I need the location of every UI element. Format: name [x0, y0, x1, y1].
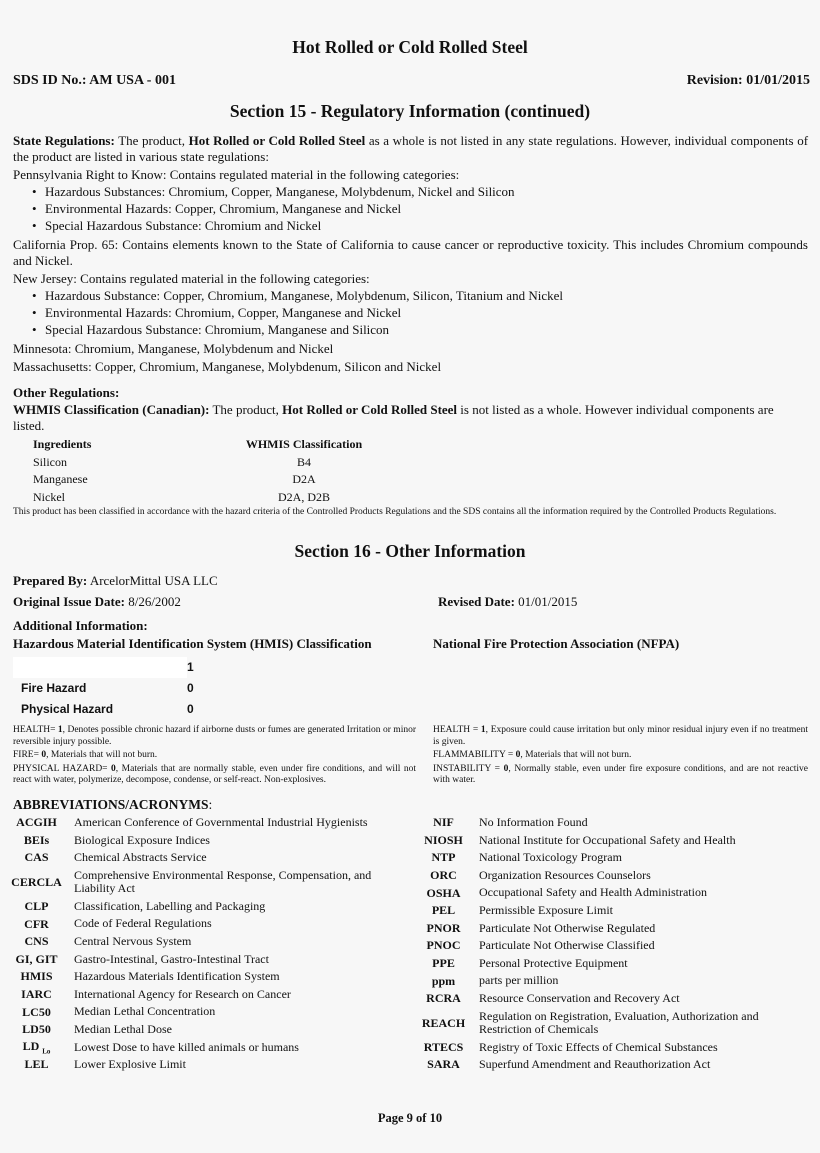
hmis-heading: Hazardous Material Identification System (HMIS) Classification: [13, 636, 372, 651]
abbreviation-definition: National Institute for Occupational Safety and Health: [479, 832, 736, 847]
abbreviation-definition: Biological Exposure Indices: [74, 832, 210, 847]
table-row: [33, 471, 366, 489]
section-16-title: Section 16 - Other Information: [294, 541, 526, 561]
abbreviation-definition: Superfund Amendment and Reauthorization Act: [479, 1057, 711, 1072]
hmis-value: 0: [187, 681, 194, 695]
table-cell: D2A: [292, 472, 316, 486]
abbreviation-row: [9, 915, 399, 933]
hmis-value: 0: [187, 702, 194, 716]
whmis-text-2: is not listed as a whole. However individual components are listed.: [13, 402, 774, 433]
prepared-by: [13, 573, 218, 589]
abbreviation-definition: Regulation on Registration, Evaluation, Authorization and Restriction of Chemicals: [479, 1008, 759, 1037]
whmis-table-header: [33, 436, 366, 454]
table-cell: B4: [296, 454, 311, 469]
original-issue-value: 8/26/2002: [128, 594, 181, 609]
new-jersey-list: [13, 287, 563, 339]
abbreviation-term: NTP: [431, 850, 456, 865]
revision-label: Revision:: [686, 73, 743, 88]
abbreviation-definition: American Conference of Governmental Industrial Hygienists: [74, 815, 368, 830]
abbreviation-row: [418, 1056, 810, 1074]
abbreviation-term: CFR: [24, 916, 49, 931]
abbreviation-definition: Personal Protective Equipment: [479, 955, 628, 970]
table-cell: Manganese: [33, 472, 88, 486]
abbreviation-definition: Central Nervous System: [74, 934, 192, 949]
hmis-row-health: [13, 657, 207, 678]
nfpa-note-health: HEALTH = 1, Exposure could cause irritation but only minor residual injury even if no treatment is given.: [433, 725, 808, 747]
original-issue-label: Original Issue Date:: [13, 594, 125, 609]
abbreviation-term: NIF: [433, 815, 454, 830]
abbreviation-term: BEIs: [23, 832, 50, 847]
abbreviation-row: [9, 951, 399, 969]
abbreviation-term: SARA: [427, 1057, 460, 1072]
abbreviation-term: RTECS: [423, 1039, 464, 1054]
abbreviation-row: [9, 1021, 399, 1039]
section-15-title: Section 15 - Regulatory Information (continued): [229, 101, 591, 121]
page-number: Page 9 of 10: [377, 1111, 443, 1125]
whmis-col-ingredients: Ingredients: [33, 437, 92, 451]
hmis-label: Physical Hazard: [13, 699, 187, 720]
abbreviation-row: [418, 990, 810, 1008]
abbreviation-definition: No Information Found: [479, 815, 588, 830]
abbreviation-term: PNOC: [426, 938, 461, 953]
abbreviation-term: LD $_{Lo}$: [22, 1039, 51, 1056]
new-jersey-intro: New Jersey: Contains regulated material in the following categories:: [13, 271, 370, 286]
abbreviation-row: [418, 884, 810, 902]
abbreviation-definition: Particulate Not Otherwise Classified: [479, 938, 655, 953]
abbreviation-definition: Resource Conservation and Recovery Act: [479, 990, 680, 1005]
massachusetts: Massachusetts: Copper, Chromium, Manganese, Molybdenum, Silicon and Nickel: [13, 359, 442, 374]
document-title: Hot Rolled or Cold Rolled Steel: [292, 37, 528, 57]
abbreviation-row: [9, 986, 399, 1004]
nfpa-note-instability: INSTABILITY = 0, Normally stable, even under fire exposure conditions, and are not reactive with water.: [433, 763, 808, 785]
sds-id: [13, 73, 176, 89]
abbreviation-row: [418, 1039, 810, 1057]
abbreviation-row: [418, 920, 810, 938]
sds-id-label: SDS ID No.:: [13, 73, 87, 88]
abbreviation-definition: Chemical Abstracts Service: [74, 850, 207, 865]
abbreviation-definition: Particulate Not Otherwise Regulated: [479, 920, 656, 935]
california-prop-65: California Prop. 65: Contains elements known to the State of California to cause cancer or reproductive toxicity. This includes Chromium compounds and Nickel.: [13, 237, 808, 268]
abbreviation-definition: Lowest Dose to have killed animals or humans: [74, 1039, 299, 1054]
list-item: • Environmental Hazards: Chromium, Copper, Manganese and Nickel: [13, 304, 563, 321]
abbreviations-heading: ABBREVIATIONS/ACRONYMS:: [13, 797, 213, 812]
revision-value: 01/01/2015: [746, 73, 810, 88]
state-regulations-paragraph: [13, 133, 808, 165]
hmis-note-health: HEALTH= 1, Denotes possible chronic hazard if airborne dusts or fumes are generated Irritation or minor reversible injury possible.: [13, 725, 416, 747]
abbreviation-term: PNOR: [426, 920, 461, 935]
abbreviation-row: [9, 1039, 399, 1057]
abbreviation-row: [418, 814, 810, 832]
abbreviation-row: [418, 972, 810, 990]
list-item: • Special Hazardous Substance: Chromium and Nickel: [13, 217, 515, 234]
abbreviation-term: CNS: [24, 934, 49, 949]
abbreviation-term: REACH: [421, 1015, 466, 1030]
abbreviation-row: [9, 867, 399, 898]
hmis-note-fire: FIRE= 0, Materials that will not burn.: [13, 750, 158, 760]
hmis-note-physical: PHYSICAL HAZARD= 0, Materials that are normally stable, even under fire conditions, and will not react with water, polymerize, decompose, condense, or self-react. Non-explosives.: [13, 763, 416, 785]
abbreviation-row: [9, 1056, 399, 1074]
table-cell: D2A, D2B: [277, 489, 330, 504]
abbreviation-definition: Classification, Labelling and Packaging: [74, 898, 266, 913]
abbreviation-row: [418, 902, 810, 920]
whmis-text-1: The product,: [212, 402, 279, 417]
additional-information-label: Additional Information:: [13, 618, 148, 633]
abbreviation-row: [9, 968, 399, 986]
hmis-notes: [13, 725, 416, 787]
abbreviation-row: [9, 933, 399, 951]
revised-date-value: 01/01/2015: [518, 594, 578, 609]
abbreviation-definition: Gastro-Intestinal, Gastro-Intestinal Tract: [74, 951, 269, 966]
abbreviation-term: LD50: [22, 1022, 51, 1037]
abbreviation-row: [418, 867, 810, 885]
abbreviation-row: [418, 937, 810, 955]
nfpa-heading: National Fire Protection Association (NFPA): [433, 636, 680, 651]
abbreviation-term: LC50: [22, 1004, 51, 1019]
nfpa-note-flammability: FLAMMABILITY = 0, Materials that will not burn.: [433, 750, 632, 760]
abbreviations-table-right: [418, 814, 810, 1074]
abbreviation-row: [9, 849, 399, 867]
abbreviation-term: NIOSH: [424, 832, 463, 847]
other-regulations-label: Other Regulations:: [13, 385, 120, 400]
table-row: [33, 454, 366, 472]
abbreviation-term: OSHA: [426, 885, 461, 900]
whmis-product-name: Hot Rolled or Cold Rolled Steel: [282, 402, 458, 417]
abbreviation-row: [9, 898, 399, 916]
list-item: • Environmental Hazards: Copper, Chromium, Manganese and Nickel: [13, 200, 515, 217]
abbreviation-definition: Median Lethal Dose: [74, 1021, 172, 1036]
table-cell: Silicon: [33, 454, 68, 469]
abbreviation-definition: Organization Resources Counselors: [479, 867, 651, 882]
revised-date-label: Revised Date:: [438, 594, 515, 609]
abbreviation-term: IARC: [21, 987, 52, 1002]
abbreviation-term: HMIS: [20, 969, 53, 984]
list-item: • Hazardous Substances: Chromium, Copper, Manganese, Molybdenum, Nickel and Silicon: [13, 183, 515, 200]
abbreviation-row: [418, 832, 810, 850]
revision: [687, 73, 810, 89]
abbreviation-definition: Lower Explosive Limit: [74, 1057, 186, 1072]
abbreviation-term: LEL: [24, 1057, 49, 1072]
prepared-by-value: ArcelorMittal USA LLC: [89, 573, 218, 588]
original-issue-date: [13, 594, 181, 610]
abbreviation-row: [9, 1003, 399, 1021]
hmis-value: 1: [187, 660, 194, 674]
controlled-products-note: This product has been classified in accordance with the hazard criteria of the Controlled Products Regulations and the SDS contains all the information required by the Controlled Products Regulations.: [13, 507, 777, 517]
abbreviation-row: [418, 1008, 810, 1039]
whmis-paragraph: [13, 402, 808, 434]
pennsylvania-list: [13, 183, 515, 235]
abbreviation-term: ORC: [430, 868, 457, 883]
list-item: • Hazardous Substance: Copper, Chromium, Manganese, Molybdenum, Silicon, Titanium and Nickel: [13, 287, 563, 304]
whmis-col-classification: WHMIS Classification: [245, 437, 363, 451]
pennsylvania-intro: Pennsylvania Right to Know: Contains regulated material in the following categories:: [13, 167, 460, 182]
abbreviation-term: GI, GIT: [15, 951, 58, 966]
minnesota: Minnesota: Chromium, Manganese, Molybdenum and Nickel: [13, 341, 334, 356]
hmis-row-physical: [13, 699, 207, 720]
nfpa-notes: [433, 725, 808, 787]
abbreviation-row: [418, 849, 810, 867]
prepared-by-label: Prepared By:: [13, 573, 88, 588]
abbreviation-definition: Registry of Toxic Effects of Chemical Substances: [479, 1039, 718, 1054]
abbreviation-term: RCRA: [426, 991, 461, 1006]
abbreviation-term: CAS: [24, 850, 49, 865]
abbreviation-definition: International Agency for Research on Cancer: [74, 986, 291, 1001]
abbreviation-row: [9, 814, 399, 832]
abbreviation-term: ACGIH: [16, 815, 57, 830]
product-name: Hot Rolled or Cold Rolled Steel: [188, 133, 366, 148]
abbreviation-definition: Median Lethal Concentration: [74, 1004, 216, 1019]
abbreviation-definition: Hazardous Materials Identification System: [74, 969, 280, 984]
abbreviation-definition: parts per million: [479, 973, 559, 988]
whmis-label: WHMIS Classification (Canadian):: [13, 402, 210, 417]
whmis-table: [33, 436, 366, 506]
revised-date: [438, 594, 577, 610]
list-item: • Special Hazardous Substance: Chromium, Manganese and Silicon: [13, 321, 563, 338]
abbreviations-table-left: [9, 814, 399, 1074]
hmis-label: Fire Hazard: [13, 678, 187, 699]
state-regulations-label: State Regulations:: [13, 133, 115, 148]
abbreviation-term: ppm: [431, 973, 456, 988]
state-regulations-text-1: The product,: [118, 133, 185, 148]
abbreviation-term: PPE: [432, 956, 455, 971]
abbreviation-row: [418, 955, 810, 973]
hmis-row-fire: [13, 678, 207, 699]
table-row: [33, 489, 366, 507]
abbreviation-definition: Permissible Exposure Limit: [479, 903, 613, 918]
abbreviation-definition: Occupational Safety and Health Administration: [479, 885, 707, 900]
sds-id-value: AM USA - 001: [89, 73, 176, 88]
abbreviation-definition: National Toxicology Program: [479, 850, 622, 865]
abbreviation-term: PEL: [431, 903, 456, 918]
abbreviation-row: [9, 832, 399, 850]
abbreviation-term: CLP: [24, 899, 49, 914]
table-cell: Nickel: [33, 489, 65, 504]
abbreviation-term: CERCLA: [11, 874, 62, 889]
abbreviation-definition: Code of Federal Regulations: [74, 916, 212, 931]
state-regulations-text-2: as a whole is not listed in any state regulations. However, individual components of the product are listed in various state regulations:: [13, 133, 809, 164]
hmis-label-table: [13, 657, 207, 720]
abbreviation-definition: Comprehensive Environmental Response, Compensation, and Liability Act: [74, 867, 372, 896]
hmis-label: Health Hazard: [13, 657, 187, 678]
